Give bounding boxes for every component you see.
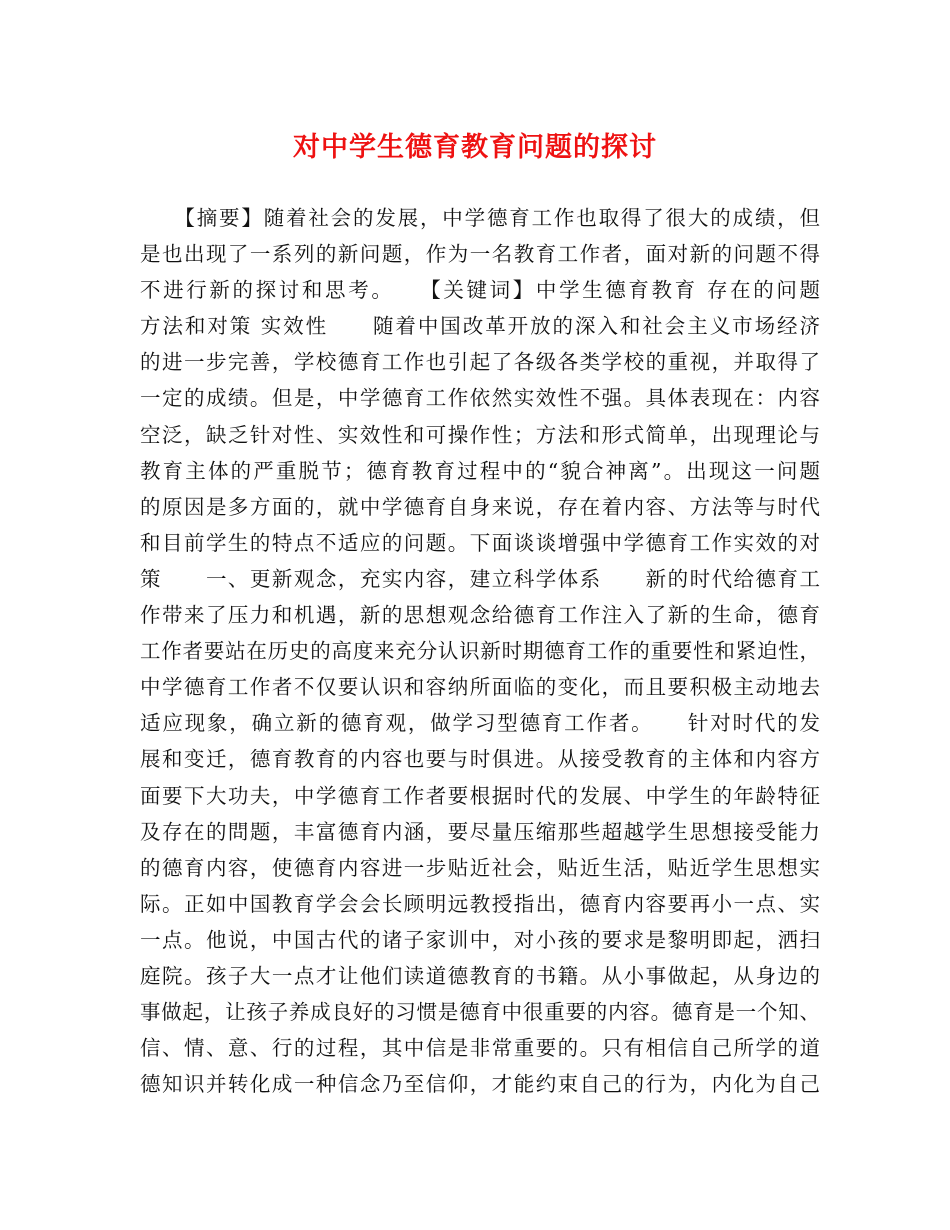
body-line: 的原因是多方面的，就中学德育自身来说，存在着内容、方法等与时代 (140, 494, 820, 519)
body-line: 和目前学生的特点不适应的问题。下面谈谈增强中学德育工作实效的对 (140, 530, 820, 555)
body-line: 中学德育工作者不仅要认识和容纳所面临的变化，而且要积极主动地去 (140, 675, 820, 700)
body-line: 教育主体的严重脱节；德育教育过程中的“貌合神离”。出现这一问题 (140, 458, 820, 483)
body-line: 方法和对策 实效性 随着中国改革开放的深入和社会主义市场经济 (140, 314, 820, 339)
body-line: 作带来了压力和机遇，新的思想观念给德育工作注入了新的生命，德育 (140, 603, 820, 628)
body-line: 的德育内容，使德育内容进一步贴近社会，贴近生活，贴近学生思想实 (140, 855, 820, 880)
document-body (140, 200, 820, 1102)
body-line: 及存在的問题，丰富德育内涵，要尽量压缩那些超越学生思想接受能力 (140, 819, 820, 844)
body-line: 一定的成绩。但是，中学德育工作依然实效性不强。具体表现在：内容 (140, 386, 820, 411)
body-line: 庭院。孩子大一点才让他们读道德教育的书籍。从小事做起，从身边的 (140, 963, 820, 988)
body-line: 空泛，缺乏针对性、实效性和可操作性；方法和形式简单，出现理论与 (140, 422, 820, 447)
document-title: 对中学生德育教育问题的探讨 (293, 132, 657, 163)
body-line: 不进行新的探讨和思考。 【关键词】中学生德育教育 存在的问题 (140, 278, 820, 303)
body-line: 是也出现了一系列的新问题，作为一名教育工作者，面对新的问题不得 (140, 242, 820, 267)
body-line: 信、情、意、行的过程，其中信是非常重要的。只有相信自己所学的道 (140, 1036, 820, 1061)
body-line: 【摘要】随着社会的发展，中学德育工作也取得了很大的成绩，但 (140, 206, 820, 230)
body-line: 一点。他说，中国古代的诸子家训中，对小孩的要求是黎明即起，洒扫 (140, 927, 820, 952)
body-line: 事做起，让孩子养成良好的习惯是德育中很重要的内容。德育是一个知、 (140, 1000, 820, 1025)
body-line: 适应现象，确立新的德育观，做学习型德育工作者。 针对时代的发 (140, 711, 820, 736)
body-line: 面要下大功夫，中学德育工作者要根据时代的发展、中学生的年龄特征 (140, 783, 820, 808)
body-line: 工作者要站在历史的高度来充分认识新时期德育工作的重要性和紧迫性， (140, 639, 820, 664)
body-line: 德知识并转化成一种信念乃至信仰，才能约束自己的行为，内化为自己 (140, 1072, 820, 1097)
body-line: 策 一、更新观念，充实内容，建立科学体系 新的时代给德育工 (140, 566, 820, 591)
body-line: 的进一步完善，学校德育工作也引起了各级各类学校的重视，并取得了 (140, 350, 820, 375)
body-line: 展和变迁，德育教育的内容也要与时俱进。从接受教育的主体和内容方 (140, 747, 820, 772)
body-line: 际。正如中国教育学会会长顾明远教授指出，德育内容要再小一点、实 (140, 891, 820, 916)
